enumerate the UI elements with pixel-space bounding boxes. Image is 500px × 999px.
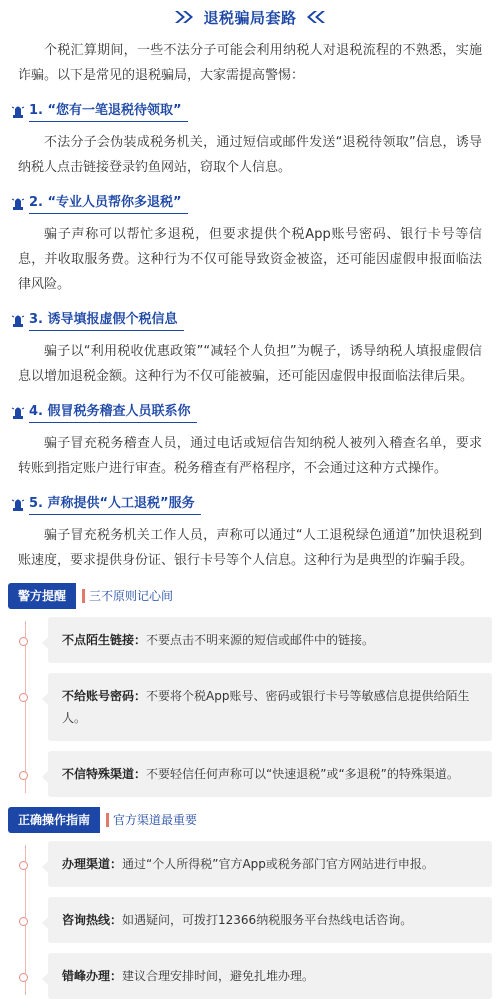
- section-1: [0, 96, 500, 180]
- title-bar: [0, 0, 500, 34]
- card-label: 不信特殊渠道：: [62, 767, 147, 781]
- guide-badge: 正确操作指南: [8, 807, 100, 833]
- card-text: 不要点击不明来源的短信或邮件中的链接。: [146, 633, 375, 647]
- section-body: 不法分子会伪装成税务机关，通过短信或邮件发送“退税待领取”信息，诱导纳税人点击链接登录钓鱼网站，窃取个人信息。: [18, 135, 482, 175]
- guide-header: [0, 807, 500, 833]
- warning-card: [48, 751, 492, 797]
- double-chevron-right-icon: [173, 10, 195, 24]
- section-5: [0, 489, 500, 573]
- card-label: 不点陌生链接：: [62, 633, 147, 647]
- section-heading: [0, 397, 500, 423]
- section-heading-text: 2. “专业人员帮你多退税”: [29, 191, 188, 214]
- timeline-dot: [19, 771, 28, 780]
- section-heading: [0, 188, 500, 214]
- guide-card: [48, 841, 492, 887]
- warning-header: [0, 583, 500, 609]
- guide-list: [0, 841, 500, 999]
- timeline-dot: [19, 861, 28, 870]
- section-heading: [0, 305, 500, 331]
- guide-card: [48, 953, 492, 999]
- section-heading-text: 4. 假冒税务稽查人员联系你: [29, 400, 197, 423]
- police-beacon-icon: [12, 497, 24, 512]
- card-label: 不给账号密码：: [62, 689, 147, 703]
- section-2: [0, 188, 500, 297]
- section-heading: [0, 96, 500, 122]
- card-label: 办理渠道：: [62, 857, 123, 871]
- section-body: 骗子声称可以帮忙多退税，但要求提供个税App账号密码、银行卡号等信息，并收取服务费。这种行为不仅可能导致资金被盗，还可能因虚假申报面临法律风险。: [18, 227, 482, 292]
- guide-subtitle: 官方渠道最重要: [106, 813, 197, 827]
- police-beacon-icon: [12, 196, 24, 211]
- timeline-dot: [19, 693, 28, 702]
- section-heading: [0, 489, 500, 515]
- section-4: [0, 397, 500, 481]
- intro-paragraph: 个税汇算期间，一些不法分子可能会利用纳税人对退税流程的不熟悉，实施诈骗。以下是常见的退税骗局，大家需提高警惕：: [18, 43, 482, 83]
- section-heading-text: 5. 声称提供“人工退税”服务: [29, 492, 201, 515]
- card-text: 不要轻信任何声称可以“快速退税”或“多退税”的特殊渠道。: [146, 767, 459, 781]
- timeline-dot: [19, 973, 28, 982]
- double-chevron-left-icon: [305, 10, 327, 24]
- timeline-dot: [19, 917, 28, 926]
- card-text: 不要将个税App账号、密码或银行卡号等敏感信息提供给陌生人。: [62, 689, 470, 725]
- section-body: 骗子冒充税务稽查人员，通过电话或短信告知纳税人被列入稽查名单，要求转账到指定账户进行审查。税务稽查有严格程序，不会通过这种方式操作。: [18, 436, 482, 476]
- warning-list: [0, 617, 500, 797]
- card-text: 如遇疑问，可拨打12366纳税服务平台热线电话咨询。: [122, 913, 413, 927]
- section-heading-text: 1. “您有一笔退税待领取”: [29, 99, 188, 122]
- card-text: 建议合理安排时间，避免扎堆办理。: [122, 969, 315, 983]
- page-title: 退税骗局套路: [203, 8, 297, 27]
- warning-subtitle: 三不原则记心间: [82, 589, 173, 603]
- section-body: 骗子冒充税务机关工作人员，声称可以通过“人工退税绿色通道”加快退税到账速度，要求提供身份证、银行卡号等个人信息。这种行为是典型的诈骗手段。: [18, 528, 482, 568]
- timeline-line: [25, 621, 26, 793]
- police-beacon-icon: [12, 405, 24, 420]
- police-beacon-icon: [12, 313, 24, 328]
- card-label: 咨询热线：: [62, 913, 123, 927]
- timeline-dot: [19, 637, 28, 646]
- section-heading-text: 3. 诱导填报虚假个税信息: [29, 308, 184, 331]
- police-beacon-icon: [12, 104, 24, 119]
- warning-card: [48, 617, 492, 663]
- card-label: 错峰办理：: [62, 969, 123, 983]
- warning-card: [48, 673, 492, 741]
- warning-badge: 警方提醒: [8, 583, 76, 609]
- guide-card: [48, 897, 492, 943]
- card-text: 通过“个人所得税”官方App或税务部门官方网站进行申报。: [122, 857, 434, 871]
- section-3: [0, 305, 500, 389]
- section-body: 骗子以“利用税收优惠政策”“减轻个人负担”为幌子，诱导纳税人填报虚假信息以增加退税金额。这种行为不仅可能被骗，还可能因虚假申报面临法律后果。: [18, 344, 482, 384]
